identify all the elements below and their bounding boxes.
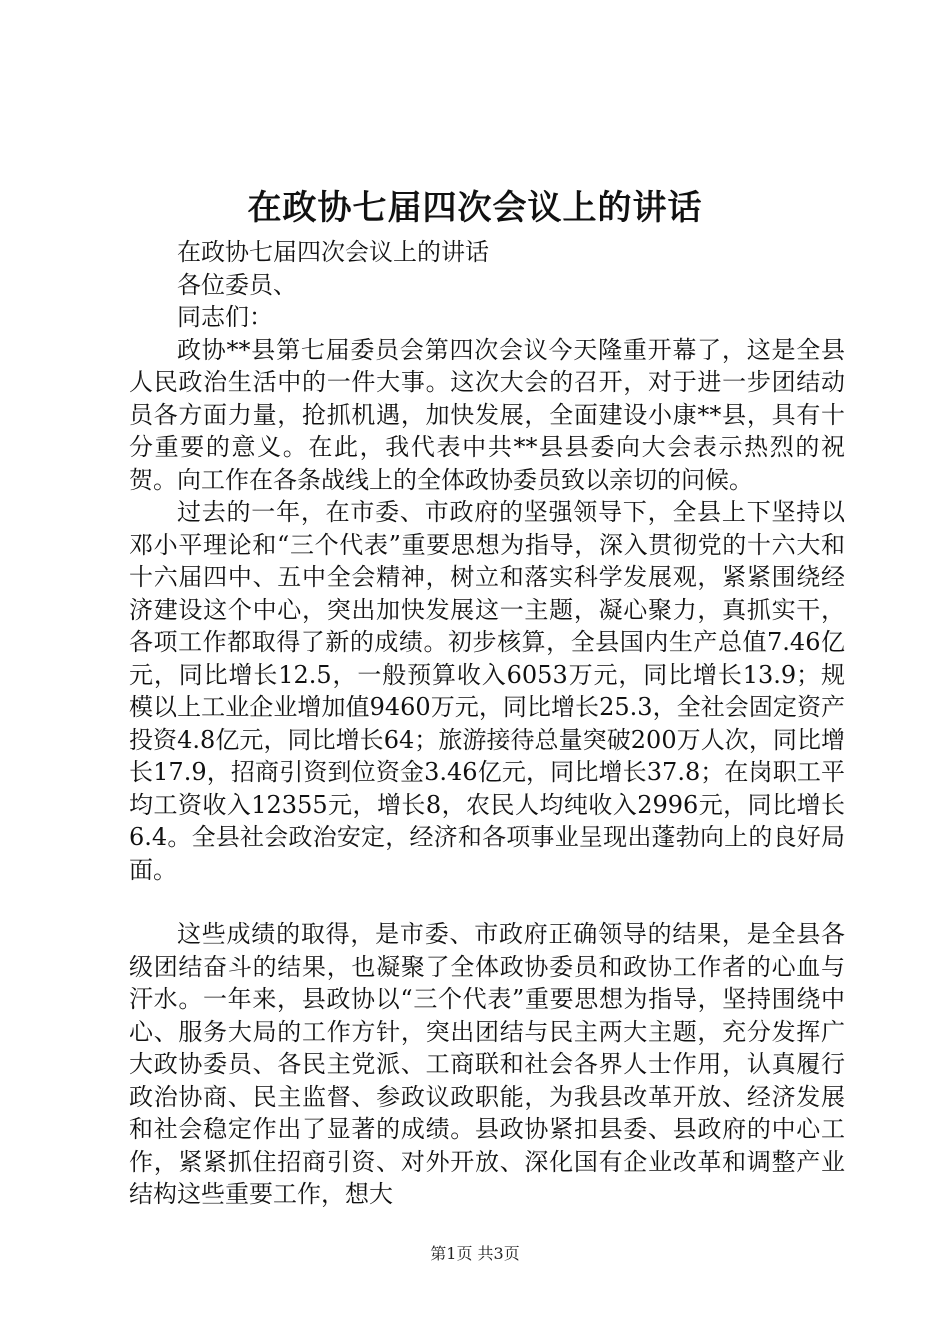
document-title: 在政协七届四次会议上的讲话 — [247, 188, 703, 228]
paragraph-cppcc-work: 这些成绩的取得，是市委、市政府正确领导的结果，是全县各级团结奋斗的结果，也凝聚了全体政协委员和政协工作者的心血与汗水。一年来，县政协以“三个代表”重要思想为指导，坚持围绕中心、服务大局的工作方针，突出团结与民主两大主题，充分发挥广大政协委员、各民主党派、工商联和社会各界人士作用，认真履行政治协商、民主监督、参政议政职能，为我县改革开放、经济发展和社会稳定作出了显著的成绩。县政协紧扣县委、县政府的中心工作，紧紧抓住招商引资、对外开放、深化国有企业改革和调整产业结构这些重要工作，想大 — [129, 920, 845, 1208]
paragraph-salutation-1: 各位委员、 — [177, 270, 297, 299]
paragraph-subtitle: 在政协七届四次会议上的讲话 — [177, 238, 489, 266]
document-body — [129, 236, 845, 1211]
paragraph-opening: 政协**县第七届委员会第四次会议今天隆重开幕了，这是全县人民政治生活中的一件大事。这次大会的召开，对于进一步团结动员各方面力量，抢抓机遇，加快发展，全面建设小康**县，具有十分重要的意义。在此，我代表中共**县县委向大会表示热烈的祝贺。向工作在各条战线上的全体政协委员致以亲切的问候。 — [129, 335, 845, 494]
page-footer: 第1页 共3页 — [430, 1244, 520, 1263]
paragraph-salutation-2: 同志们： — [177, 303, 273, 331]
paragraph-achievements: 过去的一年，在市委、市政府的坚强领导下，全县上下坚持以邓小平理论和“三个代表”重要思想为指导，深入贯彻党的十六大和十六届四中、五中全会精神，树立和落实科学发展观，紧紧围绕经济建设这个中心，突出加快发展这一主题，凝心聚力，真抓实干，各项工作都取得了新的成绩。初步核算，全县国内生产总值7.46亿元，同比增长12.5，一般预算收入6053万元，同比增长13.9；规模以上工业企业增加值9460万元，同比增长25.3，全社会固定资产投资4.8亿元，同比增长64；旅游接待总量突破200万人次，同比增长17.9，招商引资到位资金3.46亿元，同比增长37.8；在岗职工平均工资收入12355元，增长8，农民人均纯收入2996元，同比增长6.4。全县社会政治安定，经济和各项事业呈现出蓬勃向上的良好局面。 — [129, 498, 845, 884]
